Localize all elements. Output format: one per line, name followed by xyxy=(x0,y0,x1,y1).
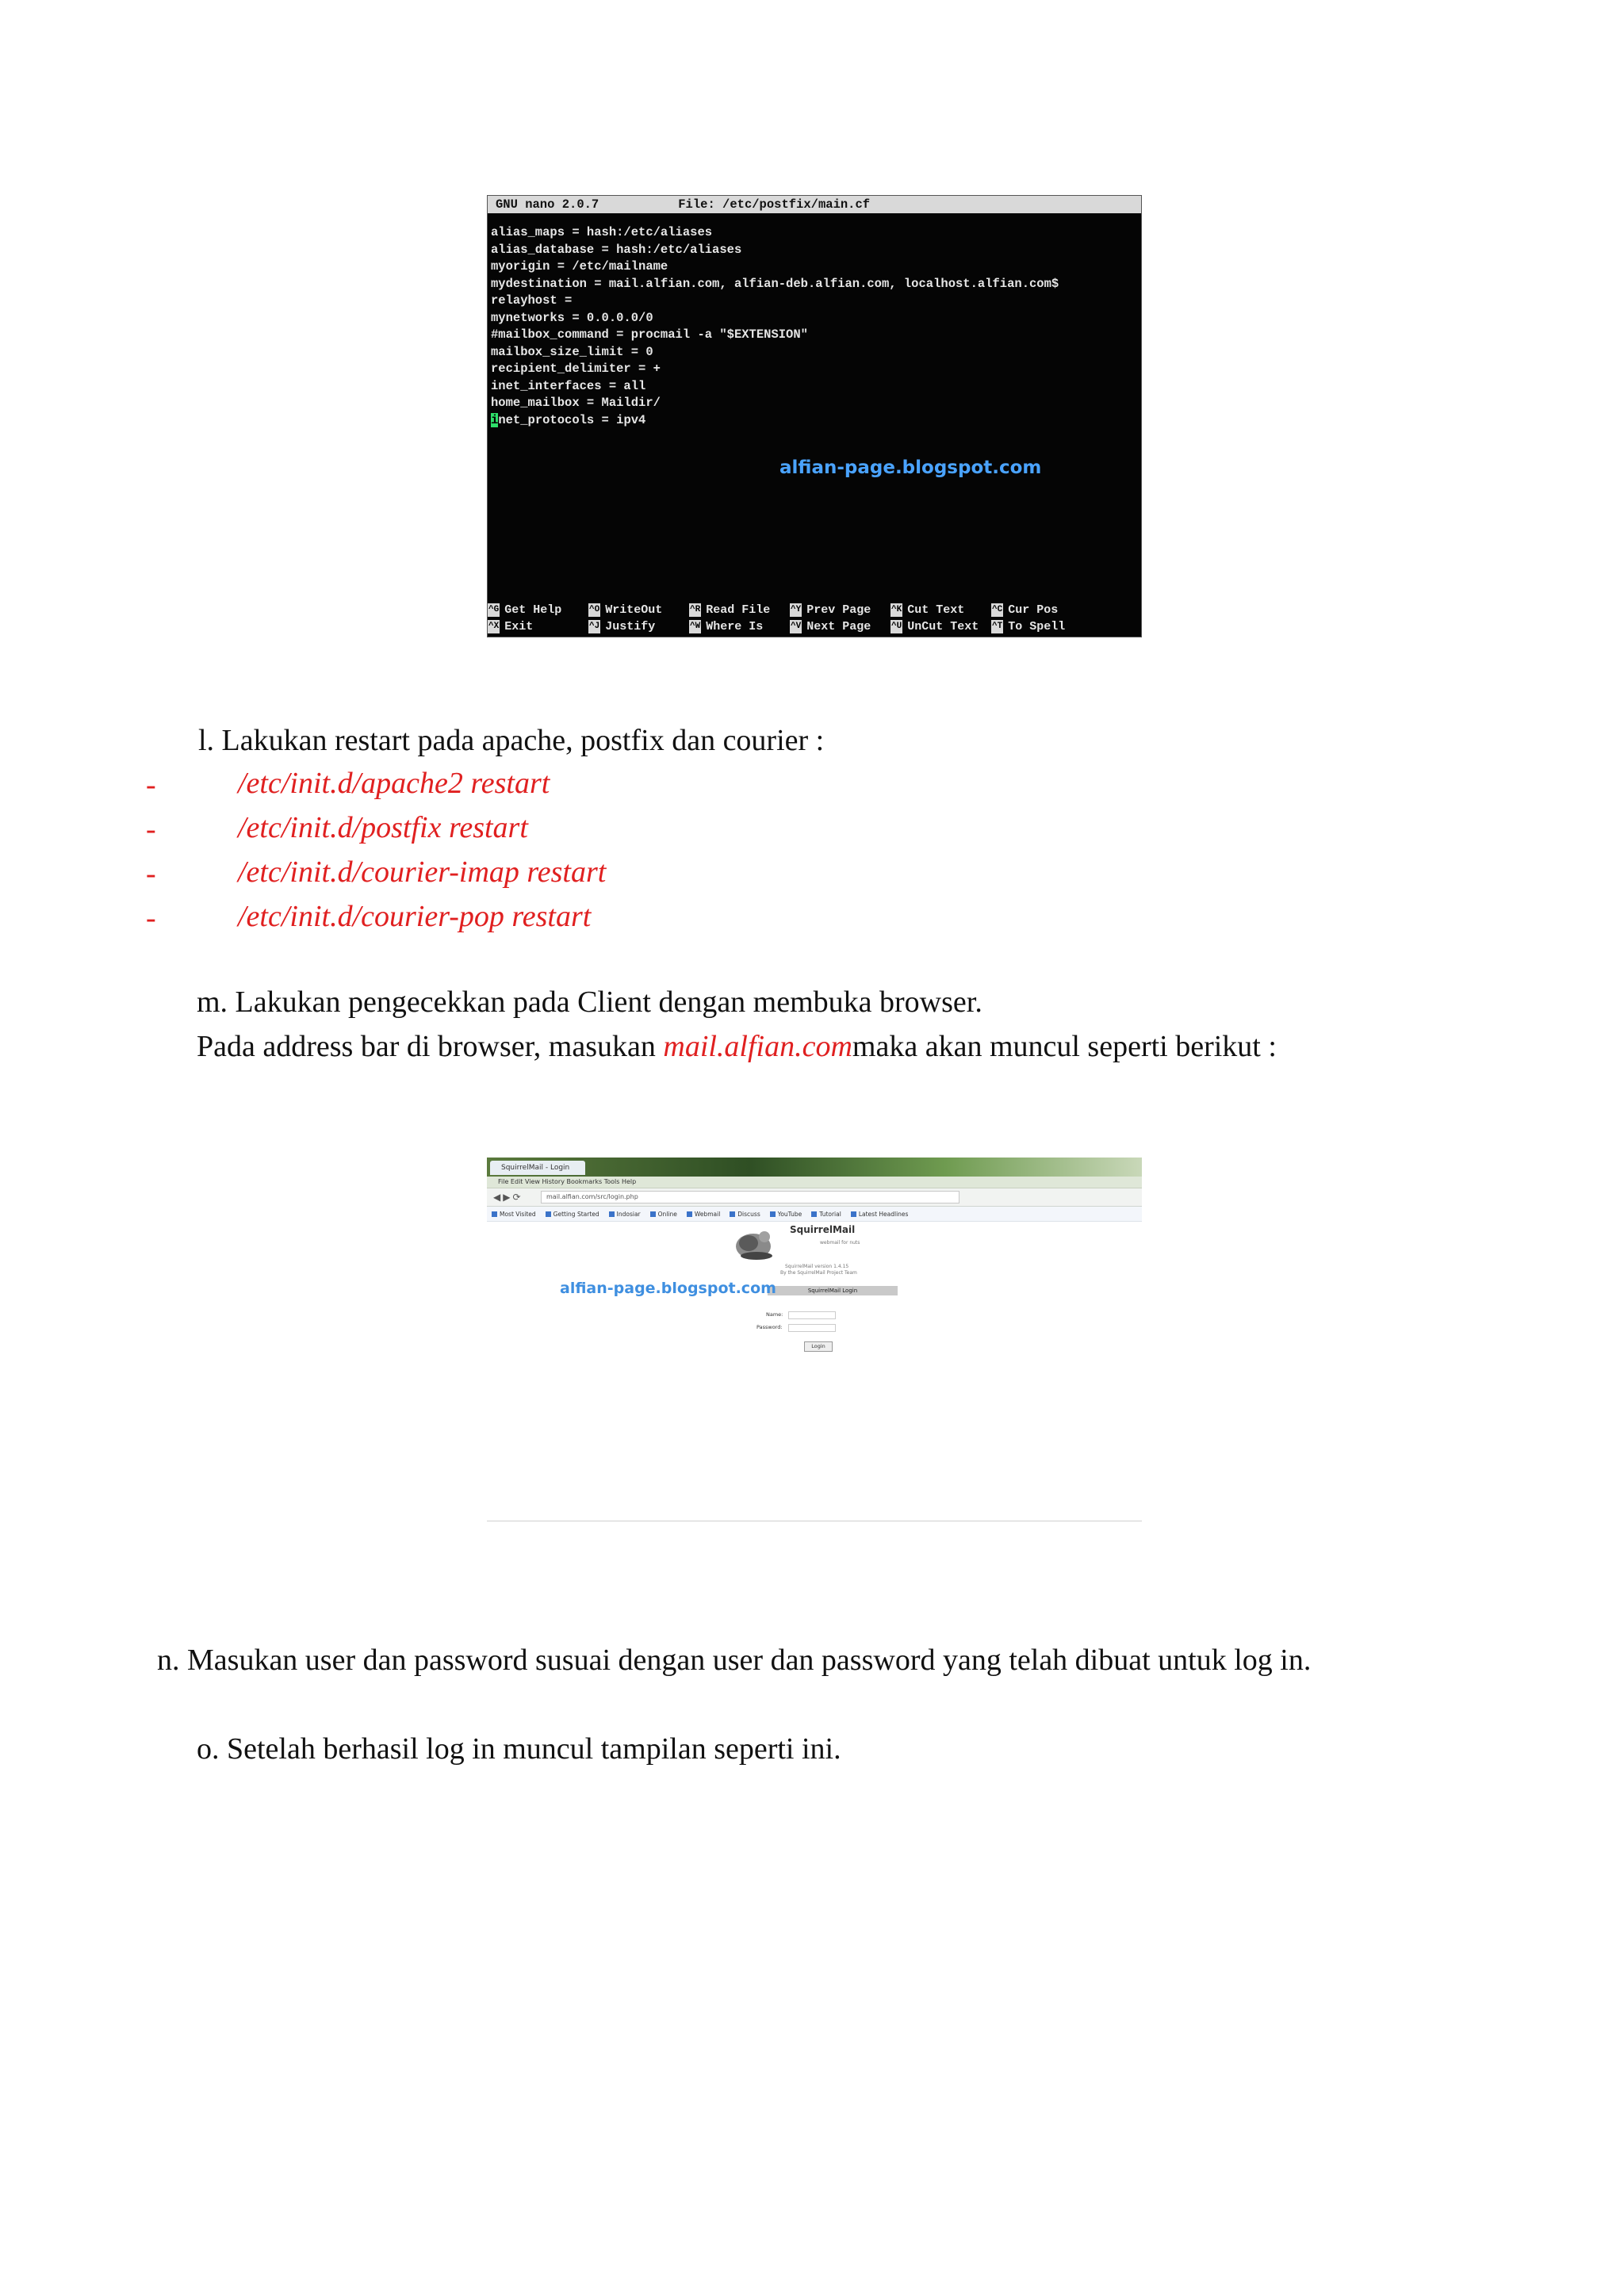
squirrelmail-logo-icon xyxy=(733,1223,777,1262)
text-cursor: i xyxy=(491,412,499,427)
bullet-dash: - xyxy=(146,901,156,935)
login-header: SquirrelMail Login xyxy=(768,1286,898,1295)
config-line: home_mailbox = Maildir/ xyxy=(491,396,661,410)
command-courier-pop-restart: /etc/init.d/courier-pop restart xyxy=(238,900,592,933)
nano-header-bar xyxy=(488,196,1141,213)
squirrelmail-title: SquirrelMail xyxy=(790,1224,856,1235)
shortcut-next-page[interactable]: ^V Next Page xyxy=(791,620,871,633)
browser-title-bar xyxy=(487,1158,1142,1177)
nano-file-path: File: /etc/postfix/main.cf xyxy=(678,197,871,212)
bookmark-icon xyxy=(730,1211,735,1217)
name-label: Name: xyxy=(766,1311,783,1318)
squirrelmail-version: SquirrelMail version 1.4.15 xyxy=(785,1264,849,1269)
bookmark-icon xyxy=(650,1211,656,1217)
password-input[interactable] xyxy=(788,1324,836,1332)
config-line: alias_maps = hash:/etc/aliases xyxy=(491,225,713,239)
shortcut-where-is[interactable]: ^W Where Is xyxy=(690,620,764,633)
shortcut-row xyxy=(488,618,1141,635)
watermark: alfian-page.blogspot.com xyxy=(560,1280,776,1297)
bullet-dash: - xyxy=(146,813,156,846)
config-line: recipient_delimiter = + xyxy=(491,362,661,376)
shortcut-uncut-text[interactable]: ^U UnCut Text xyxy=(891,620,979,633)
bookmark-icon xyxy=(492,1211,497,1217)
shortcut-writeout[interactable]: ^O WriteOut xyxy=(589,603,663,617)
nano-app-version: GNU nano 2.0.7 xyxy=(496,197,599,212)
address-bar[interactable]: mail.alfian.com/src/login.php xyxy=(541,1191,959,1203)
squirrelmail-tagline: webmail for nuts xyxy=(820,1240,860,1246)
bookmark-item[interactable]: Indosiar xyxy=(609,1211,641,1218)
nano-terminal-screenshot xyxy=(487,195,1142,637)
shortcut-exit[interactable]: ^X Exit xyxy=(488,620,534,633)
bookmark-item[interactable]: Latest Headlines xyxy=(851,1211,909,1218)
bookmark-item[interactable]: Webmail xyxy=(687,1211,720,1218)
nano-shortcut-bar xyxy=(488,602,1141,635)
config-line-rest: net_protocols = ipv4 xyxy=(498,412,646,427)
config-line: #mailbox_command = procmail -a "$EXTENSION" xyxy=(491,327,808,342)
step-m-address-instruction: Pada address bar di browser, masukan mail.alfian.commaka akan muncul seperti berikut : xyxy=(197,1030,1277,1063)
bookmark-icon xyxy=(811,1211,817,1217)
bookmark-item[interactable]: Online xyxy=(650,1211,677,1218)
shortcut-cur-pos[interactable]: ^C Cur Pos xyxy=(992,603,1059,617)
step-o-text: o. Setelah berhasil log in muncul tampilan seperti ini. xyxy=(197,1732,841,1766)
browser-navigation-row xyxy=(487,1188,1142,1207)
shortcut-get-help[interactable]: ^G Get Help xyxy=(488,603,562,617)
step-n-text: n. Masukan user dan password susuai dengan user dan password yang telah dibuat untuk log in. xyxy=(157,1644,1312,1677)
back-forward-icon[interactable]: ◀ ▶ ⟳ xyxy=(493,1191,521,1203)
bookmark-item[interactable]: Most Visited xyxy=(492,1211,536,1218)
browser-squirrelmail-screenshot xyxy=(487,1158,1142,1522)
bookmark-icon xyxy=(851,1211,856,1217)
config-line: alias_database = hash:/etc/aliases xyxy=(491,242,742,257)
nano-editor-content xyxy=(488,213,1141,429)
password-label: Password: xyxy=(756,1324,783,1330)
browser-menu-bar[interactable]: File Edit View History Bookmarks Tools Help xyxy=(487,1177,1142,1188)
command-postfix-restart: /etc/init.d/postfix restart xyxy=(238,811,528,844)
step-m-text: m. Lakukan pengecekkan pada Client dengan membuka browser. xyxy=(197,985,982,1019)
config-line: myorigin = /etc/mailname xyxy=(491,259,668,274)
bookmark-item[interactable]: Discuss xyxy=(730,1211,760,1218)
bookmark-icon xyxy=(770,1211,776,1217)
config-line: mydestination = mail.alfian.com, alfian-deb.alfian.com, localhost.alfian.com$ xyxy=(491,276,1059,291)
command-courier-imap-restart: /etc/init.d/courier-imap restart xyxy=(238,855,607,889)
login-button[interactable]: Login xyxy=(804,1341,833,1352)
bullet-dash: - xyxy=(146,768,156,802)
config-line: relayhost = xyxy=(491,293,573,308)
config-line: inet_interfaces = all xyxy=(491,378,646,393)
bookmark-item[interactable]: YouTube xyxy=(770,1211,802,1218)
bookmark-icon xyxy=(687,1211,692,1217)
shortcut-to-spell[interactable]: ^T To Spell xyxy=(992,620,1066,633)
config-line: mailbox_size_limit = 0 xyxy=(491,344,653,359)
bookmarks-toolbar xyxy=(487,1207,1142,1222)
step-l-text: l. Lakukan restart pada apache, postfix dan courier : xyxy=(198,724,825,757)
mail-url-link[interactable]: mail.alfian.com xyxy=(663,1030,852,1063)
config-line-cursor xyxy=(491,412,1141,430)
squirrelmail-team: By the SquirrelMail Project Team xyxy=(780,1270,857,1276)
shortcut-cut-text[interactable]: ^K Cut Text xyxy=(891,603,965,617)
watermark: alfian-page.blogspot.com xyxy=(779,457,1042,478)
shortcut-justify[interactable]: ^J Justify xyxy=(589,620,656,633)
bullet-dash: - xyxy=(146,857,156,890)
config-line: mynetworks = 0.0.0.0/0 xyxy=(491,310,653,325)
shortcut-row xyxy=(488,602,1141,618)
name-input[interactable] xyxy=(788,1311,836,1319)
browser-tab[interactable]: SquirrelMail - Login xyxy=(490,1161,585,1175)
bookmark-icon xyxy=(609,1211,615,1217)
command-apache2-restart: /etc/init.d/apache2 restart xyxy=(238,767,550,800)
shortcut-read-file[interactable]: ^R Read File xyxy=(690,603,771,617)
bookmark-item[interactable]: Getting Started xyxy=(546,1211,599,1218)
shortcut-prev-page[interactable]: ^Y Prev Page xyxy=(791,603,871,617)
bookmark-icon xyxy=(546,1211,551,1217)
bookmark-item[interactable]: Tutorial xyxy=(811,1211,841,1218)
